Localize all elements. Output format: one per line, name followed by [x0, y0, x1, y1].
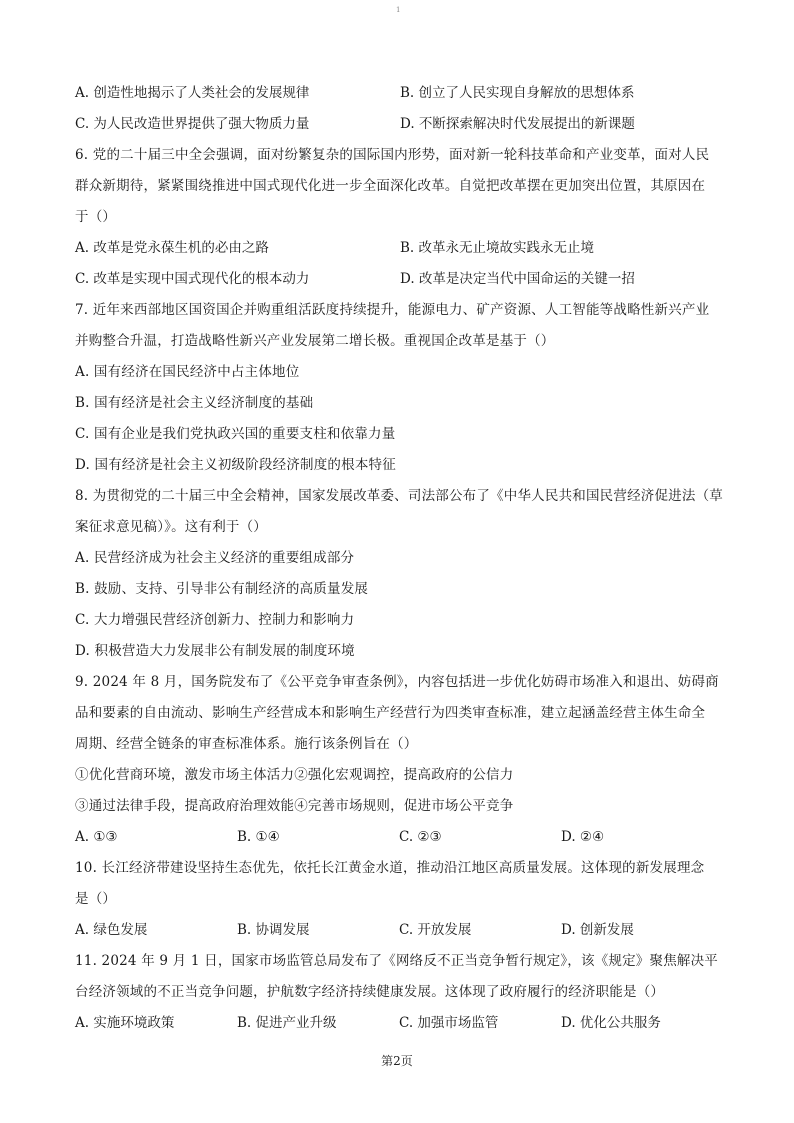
q7-stem-line-1: 7. 近年来西部地区国资国企并购重组活跃度持续提升，能源电力、矿产资源、人工智能等战略性新兴产业 [75, 302, 710, 318]
q9-option-d: D. ②④ [561, 829, 605, 845]
q6-stem-line-2: 群众新期待，紧紧围绕推进中国式现代化进一步全面深化改革。自觉把改革摆在更加突出位置，其原因在 [75, 178, 706, 194]
q9-option-a: A. ①③ [75, 829, 118, 845]
q6-stem-line-3: 于（） [75, 209, 117, 225]
q8-option-a: A. 民营经济成为社会主义经济的重要组成部分 [75, 550, 355, 566]
q6-option-d: D. 改革是决定当代中国命运的关键一招 [400, 271, 635, 287]
q7-option-c: C. 国有企业是我们党执政兴国的重要支柱和依靠力量 [75, 426, 396, 442]
q10-option-a: A. 绿色发展 [75, 922, 148, 938]
question-10 [75, 853, 725, 946]
q9-stem-line-3: 周期、经营全链条的审查标准体系。施行该条例旨在（） [75, 736, 418, 752]
q9-stem-line-2: 品和要素的自由流动、影响生产经营成本和影响生产经营行为四类审查标准，建立起涵盖经营主体生命全 [75, 705, 706, 721]
question-11 [75, 946, 725, 1039]
exam-page-body [75, 78, 725, 1039]
q10-stem-line-1: 10. 长江经济带建设坚持生态优先，依托长江黄金水道，推动沿江地区高质量发展。这体现的新发展理念 [75, 860, 705, 876]
q11-option-b: B. 促进产业升级 [237, 1015, 337, 1031]
q9-option-c: C. ②③ [399, 829, 442, 845]
q5-option-c: C. 为人民改造世界提供了强大物质力量 [75, 116, 310, 132]
q7-stem-line-2: 并购整合升温，打造战略性新兴产业发展第二增长极。重视国企改革是基于（） [75, 333, 555, 349]
q8-option-c: C. 大力增强民营经济创新力、控制力和影响力 [75, 612, 355, 628]
question-8 [75, 481, 725, 667]
q5-option-d: D. 不断探索解决时代发展提出的新课题 [400, 116, 635, 132]
q11-option-d: D. 优化公共服务 [561, 1015, 661, 1031]
page-top-mark: 1 [396, 6, 401, 14]
q6-option-b: B. 改革永无止境故实践永无止境 [400, 240, 595, 256]
q10-stem-line-2: 是（） [75, 891, 117, 907]
q11-option-c: C. 加强市场监管 [399, 1015, 499, 1031]
q5-option-b: B. 创立了人民实现自身解放的思想体系 [400, 85, 635, 101]
q7-option-b: B. 国有经济是社会主义经济制度的基础 [75, 395, 314, 411]
q10-option-c: C. 开放发展 [399, 922, 472, 938]
q9-statements-line-2: ③通过法律手段，提高政府治理效能④完善市场规则，促进市场公平竞争 [75, 798, 514, 814]
question-6 [75, 140, 725, 295]
question-5-options [75, 78, 725, 140]
q5-option-a: A. 创造性地揭示了人类社会的发展规律 [75, 85, 310, 101]
q10-option-d: D. 创新发展 [561, 922, 634, 938]
q7-option-d: D. 国有经济是社会主义初级阶段经济制度的根本特征 [75, 457, 396, 473]
question-9 [75, 667, 725, 853]
q9-statements-line-1: ①优化营商环境，激发市场主体活力②强化宏观调控，提高政府的公信力 [75, 767, 514, 783]
q9-option-b: B. ①④ [237, 829, 280, 845]
q8-option-b: B. 鼓励、支持、引导非公有制经济的高质量发展 [75, 581, 369, 597]
q9-stem-line-1: 9. 2024 年 8 月，国务院发布了《公平竞争审查条例》，内容包括进一步优化妨碍市场准入和退出、妨碍商 [75, 674, 719, 690]
q6-option-a: A. 改革是党永葆生机的必由之路 [75, 240, 269, 256]
page-number: 第2页 [381, 1054, 413, 1068]
q8-stem-line-1: 8. 为贯彻党的二十届三中全会精神，国家发展改革委、司法部公布了《中华人民共和国民营经济促进法（草 [75, 488, 723, 504]
q7-option-a: A. 国有经济在国民经济中占主体地位 [75, 364, 300, 380]
q10-option-b: B. 协调发展 [237, 922, 310, 938]
q8-option-d: D. 积极营造大力发展非公有制发展的制度环境 [75, 643, 355, 659]
q8-stem-line-2: 案征求意见稿）》。这有利于（） [75, 519, 267, 535]
q6-stem-line-1: 6. 党的二十届三中全会强调，面对纷繁复杂的国际国内形势，面对新一轮科技革命和产业变革，面对人民 [75, 147, 710, 163]
q6-option-c: C. 改革是实现中国式现代化的根本动力 [75, 271, 310, 287]
q11-option-a: A. 实施环境政策 [75, 1015, 175, 1031]
question-7 [75, 295, 725, 481]
q11-stem-line-2: 台经济领域的不正当竞争问题，护航数字经济持续健康发展。这体现了政府履行的经济职能是（） [75, 984, 665, 1000]
q11-stem-line-1: 11. 2024 年 9 月 1 日，国家市场监管总局发布了《网络反不正当竞争暂行规定》，该《规定》聚焦解决平 [75, 953, 719, 969]
